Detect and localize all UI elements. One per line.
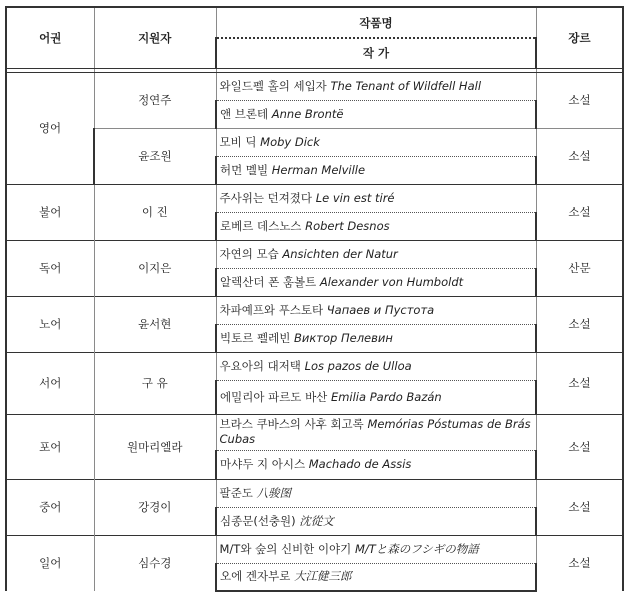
applicant-cell: 윤서현 <box>94 296 216 352</box>
genre-cell: 산문 <box>536 240 623 296</box>
work-title-cell <box>216 296 536 324</box>
author-original: 大江健三郎 <box>293 569 352 584</box>
author-cell <box>216 507 536 535</box>
applicant-cell: 강경이 <box>94 479 216 535</box>
language-cell: 독어 <box>6 240 94 296</box>
header-work-title: 작품명 <box>216 7 536 38</box>
genre-cell: 소설 <box>536 72 623 128</box>
header-genre: 장르 <box>536 7 623 68</box>
work-title-ko: 우요아의 대저택 <box>219 358 301 373</box>
author-ko: 앤 브론테 <box>220 106 269 121</box>
work-title-ko: 자연의 모습 <box>219 246 279 261</box>
work-title-ko: 주사위는 던져졌다 <box>219 190 313 205</box>
language-cell: 노어 <box>6 296 94 352</box>
author-cell <box>216 450 536 479</box>
language-cell: 영어 <box>6 72 94 184</box>
applicant-cell: 원마리엘라 <box>94 414 216 479</box>
language-cell: 중어 <box>6 479 94 535</box>
author-ko: 심종문(선충원) <box>220 513 296 528</box>
work-title-original: Moby Dick <box>260 134 320 149</box>
genre-cell: 소설 <box>536 414 623 479</box>
language-cell: 일어 <box>6 535 94 591</box>
header-language: 어권 <box>6 7 94 68</box>
genre-cell: 소설 <box>536 352 623 414</box>
header-applicant: 지원자 <box>94 7 216 68</box>
author-cell <box>216 324 536 352</box>
author-original: Anne Brontë <box>271 106 344 121</box>
author-cell <box>216 268 536 296</box>
genre-cell: 소설 <box>536 128 623 184</box>
work-title-original: Чапаев и Пустота <box>326 302 435 317</box>
translation-grant-table <box>5 6 624 592</box>
language-cell: 서어 <box>6 352 94 414</box>
applicant-cell: 윤조원 <box>94 128 216 184</box>
header-author: 작 가 <box>216 38 536 68</box>
author-ko: 오에 겐자부로 <box>220 569 291 584</box>
work-title-cell <box>216 352 536 380</box>
author-original: Machado de Assis <box>308 457 412 471</box>
work-title-original: Los pazos de Ulloa <box>304 358 412 373</box>
work-title-cell <box>216 414 536 450</box>
author-ko: 허먼 멜빌 <box>220 162 269 177</box>
language-cell: 포어 <box>6 414 94 479</box>
work-title-cell <box>216 72 536 100</box>
genre-cell: 소설 <box>536 535 623 591</box>
author-original: Alexander von Humboldt <box>319 274 464 289</box>
work-title-ko: 모비 딕 <box>219 134 257 149</box>
author-original: Виктор Пелевин <box>293 330 393 345</box>
work-title-original: Memórias Póstumas de Brás Cubas <box>219 417 531 446</box>
author-original: Robert Desnos <box>305 218 390 233</box>
work-title-ko: M/T와 숲의 신비한 이야기 <box>219 541 352 556</box>
language-cell: 불어 <box>6 184 94 240</box>
work-title-original: 八骏图 <box>256 485 291 500</box>
work-title-cell <box>216 240 536 268</box>
work-title-original: Le vin est tiré <box>315 190 395 205</box>
applicant-cell: 이 진 <box>94 184 216 240</box>
author-ko: 빅토르 펠레빈 <box>220 330 291 345</box>
work-title-ko: 차파예프와 푸스토타 <box>219 302 324 317</box>
genre-cell: 소설 <box>536 479 623 535</box>
author-ko: 알렉산더 폰 훔볼트 <box>220 274 317 289</box>
author-cell <box>216 156 536 184</box>
work-title-cell <box>216 184 536 212</box>
work-title-original: Ansichten der Natur <box>282 246 398 261</box>
author-cell <box>216 212 536 240</box>
applicant-cell: 심수경 <box>94 535 216 591</box>
applicant-cell: 구 유 <box>94 352 216 414</box>
work-title-original: The Tenant of Wildfell Hall <box>330 78 482 93</box>
work-title-cell <box>216 128 536 156</box>
genre-cell: 소설 <box>536 184 623 240</box>
author-original: 沈從文 <box>299 513 334 528</box>
work-title-cell <box>216 535 536 563</box>
author-ko: 마샤두 지 아시스 <box>220 457 306 471</box>
author-ko: 로베르 데스노스 <box>220 218 302 233</box>
applicant-cell: 이지은 <box>94 240 216 296</box>
work-title-ko: 와일드펠 홀의 세입자 <box>219 78 327 93</box>
author-original: Herman Melville <box>271 162 366 177</box>
author-ko: 에밀리아 파르도 바산 <box>220 389 328 404</box>
work-title-ko: 팔준도 <box>219 485 253 500</box>
work-title-cell <box>216 479 536 507</box>
work-title-original: M/Tと森のフシギの物語 <box>354 541 479 556</box>
author-original: Emilia Pardo Bazán <box>330 389 442 404</box>
work-title-ko: 브라스 쿠바스의 사후 회고록 <box>219 417 364 431</box>
genre-cell: 소설 <box>536 296 623 352</box>
author-cell <box>216 380 536 414</box>
author-cell <box>216 100 536 128</box>
applicant-cell: 정연주 <box>94 72 216 128</box>
author-cell <box>216 563 536 591</box>
